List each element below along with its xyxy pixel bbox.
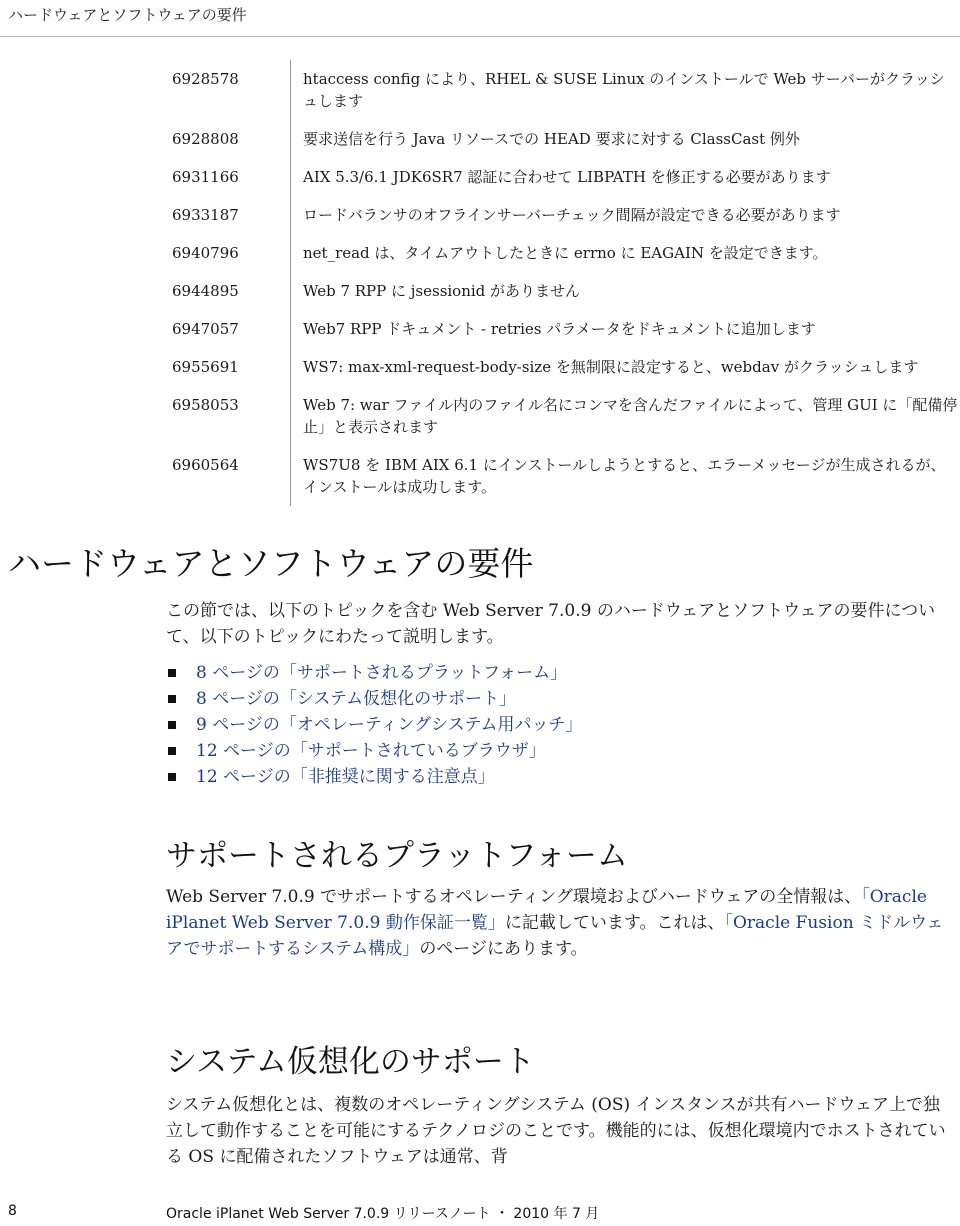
- bug-description: 要求送信を行う Java リソースでの HEAD 要求に対する ClassCast 例外: [303, 130, 800, 148]
- table-row: [160, 386, 960, 446]
- bug-description: WS7: max-xml-request-body-size を無制限に設定すると、webdav がクラッシュします: [303, 358, 919, 376]
- bug-id: 6933187: [160, 196, 291, 234]
- bug-id: 6955691: [160, 348, 291, 386]
- topic-link[interactable]: 8 ページの「サポートされるプラットフォーム」: [166, 660, 582, 686]
- table-row: [160, 120, 960, 158]
- table-row: [160, 158, 960, 196]
- bug-description: Web 7 RPP に jsessionid がありません: [303, 282, 581, 300]
- platforms-text-after: のページにあります。: [419, 939, 588, 959]
- fusion-config-link[interactable]: 「Oracle Fusion ミドルウェアでサポートするシステム構成」: [166, 913, 944, 959]
- header-divider: [0, 36, 960, 37]
- table-row: [160, 272, 960, 310]
- bug-id: 6944895: [160, 272, 291, 310]
- bug-id: 6958053: [160, 386, 291, 446]
- certification-matrix-link[interactable]: 「Oracle iPlanet Web Server 7.0.9 動作保証一覧」: [166, 887, 927, 933]
- bug-description: htaccess config により、RHEL & SUSE Linux のインストールで Web サーバーがクラッシュします: [303, 70, 945, 110]
- table-row: [160, 348, 960, 386]
- virtualization-heading: システム仮想化のサポート: [166, 1044, 535, 1080]
- section-title: ハードウェアとソフトウェアの要件: [8, 544, 534, 583]
- running-header: ハードウェアとソフトウェアの要件: [8, 6, 247, 24]
- bug-description: Web7 RPP ドキュメント - retries パラメータをドキュメントに追加します: [303, 320, 816, 338]
- table-row: [160, 234, 960, 272]
- table-row: [160, 310, 960, 348]
- table-row: [160, 446, 960, 506]
- page-number: 8: [8, 1203, 17, 1219]
- platforms-paragraph: [166, 884, 946, 962]
- topic-link[interactable]: 12 ページの「非推奨に関する注意点」: [166, 764, 582, 790]
- intro-paragraph: この節では、以下のトピックを含む Web Server 7.0.9 のハードウェアとソフトウェアの要件について、以下のトピックにわたって説明します。: [166, 601, 936, 647]
- topic-link[interactable]: 9 ページの「オペレーティングシステム用パッチ」: [166, 712, 582, 738]
- table-row: [160, 196, 960, 234]
- bug-table: [160, 60, 960, 506]
- bug-id: 6940796: [160, 234, 291, 272]
- platforms-text-mid: に記載しています。これは、: [504, 913, 725, 933]
- bug-id: 6960564: [160, 446, 291, 506]
- bug-description: Web 7: war ファイル内のファイル名にコンマを含んだファイルによって、管理 GUI に「配備停止」と表示されます: [303, 396, 958, 436]
- bug-id: 6928808: [160, 120, 291, 158]
- table-row: [160, 60, 960, 120]
- topic-link[interactable]: 12 ページの「サポートされているブラウザ」: [166, 738, 582, 764]
- topic-list: [166, 660, 582, 790]
- bug-id: 6931166: [160, 158, 291, 196]
- platforms-heading: サポートされるプラットフォーム: [166, 838, 628, 874]
- bug-description: WS7U8 を IBM AIX 6.1 にインストールしようとすると、エラーメッセージが生成されるが、インストールは成功します。: [303, 456, 946, 496]
- virtualization-paragraph: システム仮想化とは、複数のオペレーティングシステム (OS) インスタンスが共有ハードウェア上で独立して動作することを可能にするテクノロジのことです。機能的には、仮想化環境内でホストされている OS に配備されたソフトウェアは通常、背: [166, 1095, 946, 1167]
- footer-text: Oracle iPlanet Web Server 7.0.9 リリースノート ・ 2010 年 7 月: [166, 1206, 600, 1222]
- bug-description: net_read は、タイムアウトしたときに errno に EAGAIN を設定できます。: [303, 244, 828, 262]
- topic-link[interactable]: 8 ページの「システム仮想化のサポート」: [166, 686, 582, 712]
- bug-id: 6928578: [160, 60, 291, 120]
- bug-description: AIX 5.3/6.1 JDK6SR7 認証に合わせて LIBPATH を修正する必要があります: [303, 168, 831, 186]
- bug-description: ロードバランサのオフラインサーバーチェック間隔が設定できる必要があります: [303, 206, 841, 224]
- bug-id: 6947057: [160, 310, 291, 348]
- platforms-text-before: Web Server 7.0.9 でサポートするオペレーティング環境およびハードウェアの全情報は、: [166, 887, 862, 907]
